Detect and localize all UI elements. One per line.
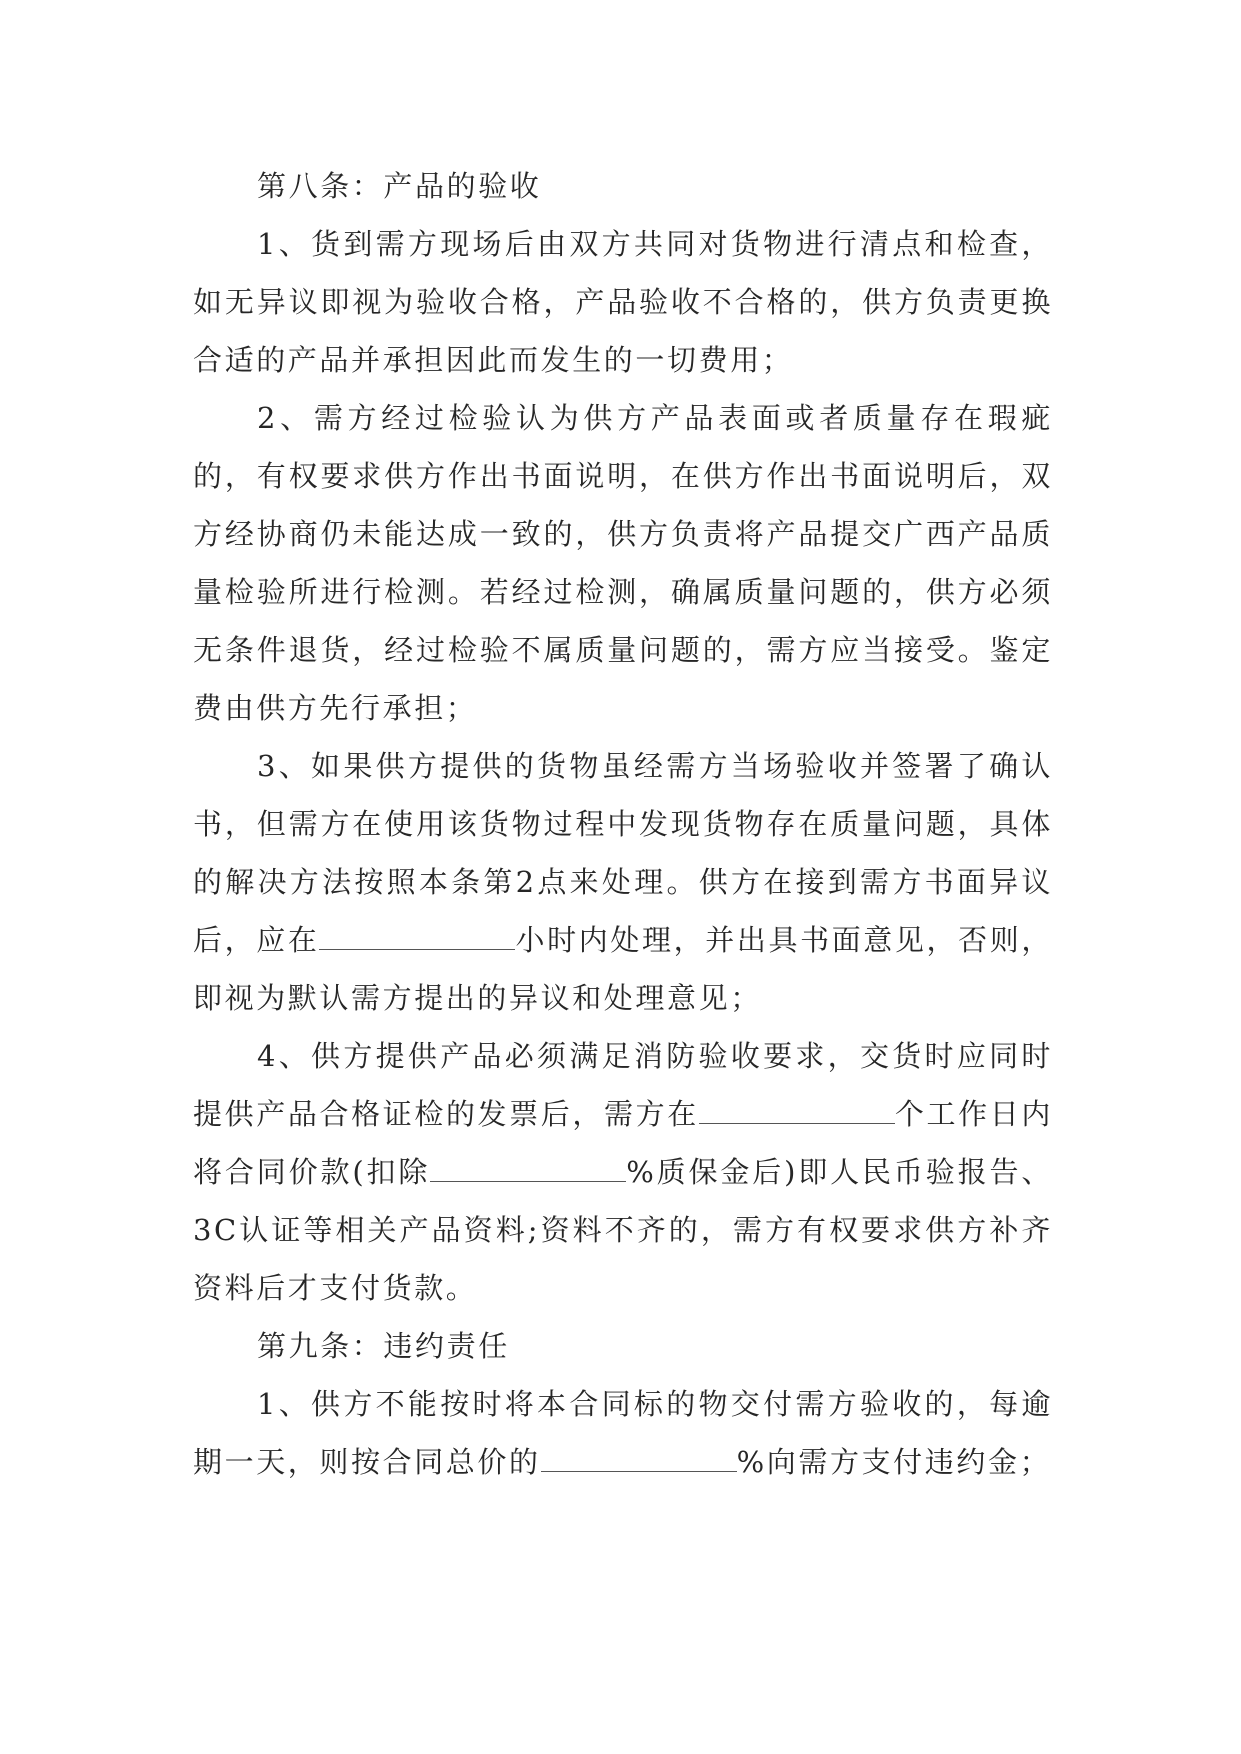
paragraph-8-4-text-b: 个工作日内将合同价款(扣除 — [193, 1097, 1053, 1189]
document-body — [193, 157, 1053, 1491]
paragraph-8-4-text-a: 4、供方提供产品必须满足消防验收要求，交货时应同时提供产品合格证检的发票后，需方在 — [193, 1039, 1053, 1131]
heading-article-9: 第九条：违约责任 — [257, 1329, 510, 1363]
paragraph-9-1-text-b: %向需方支付违约金； — [736, 1445, 1052, 1479]
paragraph-8-1: 1、货到需方现场后由双方共同对货物进行清点和检查，如无异议即视为验收合格，产品验收不合格的，供方负责更换合适的产品并承担因此而发生的一切费用； — [193, 227, 1053, 377]
paragraph-8-4-text-c: %质保金后)即人民币验报告、3C认证等相关产品资料;资料不齐的，需方有权要求供方补齐资料后才支付货款。 — [193, 1155, 1053, 1305]
paragraph-9-1 — [193, 1375, 1053, 1491]
paragraph-8-3-text-a: 3、如果供方提供的货物虽经需方当场验收并签署了确认书，但需方在使用该货物过程中发现货物存在质量问题，具体的解决方法按照本条第2点来处理。供方在接到需方书面异议后，应在 — [193, 749, 1053, 957]
paragraph-8-4 — [193, 1027, 1053, 1317]
heading-article-8: 第八条：产品的验收 — [257, 169, 542, 203]
paragraph-8-2: 2、需方经过检验认为供方产品表面或者质量存在瑕疵的，有权要求供方作出书面说明，在供方作出书面说明后，双方经协商仍未能达成一致的，供方负责将产品提交广西产品质量检验所进行检测。若经过检测，确属质量问题的，供方必须无条件退货，经过检验不属质量问题的，需方应当接受。鉴定费由供方先行承担； — [193, 401, 1053, 725]
paragraph-9-1-text-a: 1、供方不能按时将本合同标的物交付需方验收的，每逾期一天，则按合同总价的 — [193, 1387, 1053, 1479]
fill-blank-retention-percent — [430, 1151, 626, 1182]
fill-blank-hours — [319, 919, 515, 950]
fill-blank-workdays — [699, 1093, 895, 1124]
fill-blank-penalty-percent — [541, 1441, 737, 1472]
paragraph-8-3-text-b: 小时内处理，并出具书面意见，否则，即视为默认需方提出的异议和处理意见； — [193, 923, 1054, 1015]
paragraph-8-3 — [193, 737, 1053, 1027]
